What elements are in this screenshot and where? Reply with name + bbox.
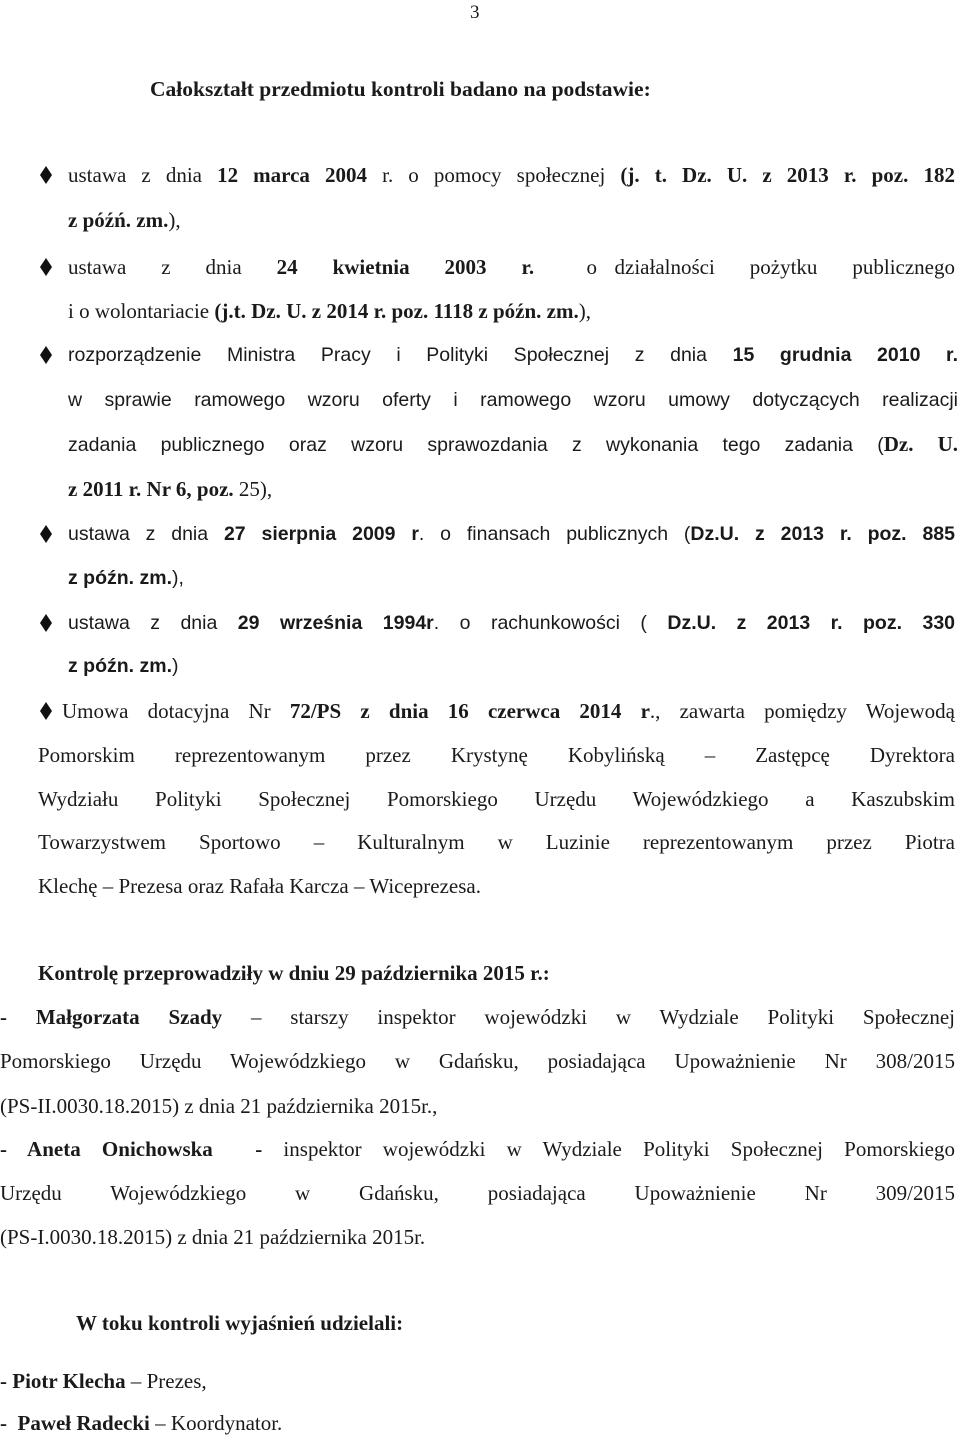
inspector-2-line3: (PS-I.0030.18.2015) z dnia 21 października 2015r.: [0, 1225, 426, 1249]
inspector-2-line1: - Aneta Onichowska - inspektor wojewódzki w Wydziale Polityki Społecznej Pomorskiego: [0, 1137, 955, 1161]
legal-item-2-line1: ustawa z dnia 24 kwietnia 2003 r. o działalności pożytku publicznego: [68, 255, 956, 279]
inspector-name: - Małgorzata Szady: [0, 1005, 223, 1029]
legal-item-3-line2: w sprawie ramowego wzoru oferty i ramowego wzoru umowy dotyczących realizacji: [68, 389, 958, 411]
section-heading: Całokształt przedmiotu kontroli badano na podstawie:: [150, 77, 651, 101]
diamond-bullet-icon: [40, 614, 52, 632]
legal-item-5-line2: z późn. zm.): [68, 655, 179, 677]
person-1: - Piotr Klecha – Prezes,: [0, 1369, 207, 1393]
umowa-line2: Pomorskim reprezentowanym przez Krystynę Kobylińską – Zastępcę Dyrektora: [38, 743, 955, 767]
inspector-1-line1: - Małgorzata Szady – starszy inspektor wojewódzki w Wydziale Polityki Społecznej: [0, 1005, 955, 1029]
inspector-1-line2: Pomorskiego Urzędu Wojewódzkiego w Gdańsku, posiadająca Upoważnienie Nr 308/2015: [0, 1049, 955, 1073]
legal-item-3-line3: zadania publicznego oraz wzoru sprawozdania z wykonania tego zadania (Dz. U.: [68, 432, 959, 456]
legal-item-4-line1: ustawa z dnia 27 sierpnia 2009 r. o finansach publicznych (Dz.U. z 2013 r. poz. 885: [68, 523, 955, 545]
legal-item-2-line2: i o wolontariacie (j.t. Dz. U. z 2014 r. poz. 1118 z późn. zm.),: [68, 299, 591, 323]
inspector-1-line3: (PS-II.0030.18.2015) z dnia 21 października 2015r.,: [0, 1094, 438, 1118]
umowa-line3: Wydziału Polityki Społecznej Pomorskiego Urzędu Wojewódzkiego a Kaszubskim: [38, 787, 955, 811]
legal-item-5-line1: ustawa z dnia 29 września 1994r. o rachunkowości ( Dz.U. z 2013 r. poz. 330: [68, 612, 956, 634]
umowa-line1: Umowa dotacyjna Nr 72/PS z dnia 16 czerwca 2014 r., zawarta pomiędzy Wojewodą: [62, 699, 955, 723]
diamond-bullet-icon: [40, 258, 52, 276]
legal-item-3-line4: z 2011 r. Nr 6, poz. 25),: [68, 477, 273, 501]
inspector-2-line2: Urzędu Wojewódzkiego w Gdańsku, posiadająca Upoważnienie Nr 309/2015: [0, 1181, 955, 1205]
legal-item-1-line2: z późń. zm.),: [68, 208, 181, 232]
diamond-bullet-icon: [40, 702, 52, 720]
kontrola-heading: Kontrolę przeprowadziły w dniu 29 października 2015 r.:: [38, 961, 550, 985]
page-number: 3: [470, 2, 480, 23]
wyjasnienia-heading: W toku kontroli wyjaśnień udzielali:: [76, 1311, 404, 1335]
diamond-bullet-icon: [40, 346, 52, 364]
diamond-bullet-icon: [40, 525, 52, 543]
legal-item-3-line1: rozporządzenie Ministra Pracy i Polityki Społecznej z dnia 15 grudnia 2010 r.: [68, 344, 958, 366]
umowa-line4: Towarzystwem Sportowo – Kulturalnym w Luzinie reprezentowanym przez Piotra: [38, 830, 955, 854]
umowa-line5: Klechę – Prezesa oraz Rafała Karcza – Wiceprezesa.: [38, 874, 481, 898]
person-2: - Paweł Radecki – Koordynator.: [0, 1411, 283, 1435]
diamond-bullet-icon: [40, 166, 52, 184]
inspector-name: - Aneta Onichowska -: [0, 1137, 263, 1161]
legal-item-1-line1: ustawa z dnia 12 marca 2004 r. o pomocy społecznej (j. t. Dz. U. z 2013 r. poz. 182: [68, 163, 955, 187]
legal-item-4-line2: z późn. zm.),: [68, 567, 184, 589]
